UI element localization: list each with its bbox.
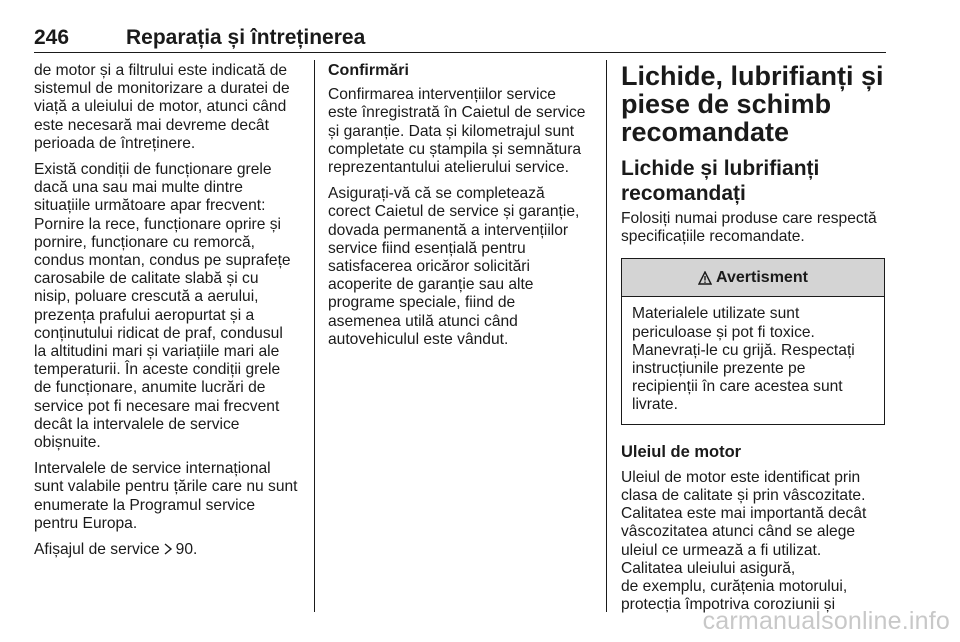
fluids-main-heading: Lichide, lubrifianți și piese de schimb recomandate (621, 61, 884, 147)
paragraph-service-booklet: Asigurați-vă că se completează corect Caietul de service și garanție, dovada permanentă a intervențiilor service fiind esențială pentru satisfacerea oricăror solicitări acoperite de garanție sau alte programe speciale, fiind de asemenea utilă atunci când autovehiculul este vândut. (328, 185, 580, 348)
fluids-intro: Folosiți numai produse care respectă specificațiile recomandate. (621, 210, 877, 246)
watermark: carmanualsonline.info (702, 607, 950, 635)
warning-box (621, 258, 885, 424)
service-display-text: Afișajul de service (34, 541, 160, 559)
column-divider-2 (606, 60, 607, 612)
page-reference-arrow-icon (163, 542, 173, 554)
header-rule (34, 52, 886, 53)
engine-oil-heading: Uleiul de motor (621, 442, 742, 461)
engine-oil-text: Uleiul de motor este identificat prin clasa de calitate și prin vâscozitate. Calitatea este mai importantă decât vâscozitatea atunci când se alege uleiul ce urmează a fi utilizat. Calitatea uleiului asigură, de exemplu, curățenia motorului, protecția împotriva coroziunii și (621, 468, 867, 614)
warning-title: Avertisment (716, 268, 808, 286)
paragraph-oil-change: de motor și a filtrului este indicată de sistemul de monitorizare a duratei de viață a uleiului de motor, atunci când este necesară mai devreme decât perioada de întreținere. (34, 62, 290, 152)
warning-header (622, 259, 884, 297)
page-header (34, 26, 886, 54)
column-2 (328, 62, 596, 357)
paragraph-confirmation-record: Confirmarea intervențiilor service este înregistrată în Caietul de service și garanție. Data și kilometrajul sunt completate cu ștampila și semnătura reprezentantului atelierului service. (328, 86, 586, 177)
service-display-reference (34, 541, 306, 559)
column-3 (621, 62, 891, 622)
page-number: 246 (34, 26, 70, 49)
confirmations-heading: Confirmări (328, 62, 409, 79)
paragraph-severe-conditions: Există condiții de funcționare grele dacă una sau mai multe dintre situațiile următoare apar frecvent: Pornire la rece, funcționare oprire și pornire, funcționare cu remorcă, condus montan, condus pe suprafețe carosabile de calitate slabă și cu nisip, poluare crescută a aerului, prezența prafului aeropurtat și a conținutului ridicat de praf, condusul la altitudini mari și variațiile mari ale temperaturii. În aceste condiții grele de funcționare, anumite lucrări de service pot fi necesare mai frecvent decât la intervalele de service obișnuite. (34, 161, 291, 452)
warning-body: Materialele utilizate sunt periculoase și pot fi toxice. Manevrați-le cu grijă. Respectați instrucțiunile prezente pe recipienții în care acestea sunt livrate. (632, 305, 855, 414)
service-display-page-link[interactable]: 90. (175, 541, 198, 559)
column-divider-1 (314, 60, 315, 612)
section-title: Reparația și întreținerea (126, 26, 366, 49)
warning-triangle-icon (698, 271, 712, 285)
fluids-sub-heading: Lichide și lubrifianți recomandați (621, 157, 820, 205)
column-1 (34, 62, 306, 567)
paragraph-international-intervals: Intervalele de service internațional sunt valabile pentru țările care nu sunt enumerate la Programul service pentru Europa. (34, 460, 298, 532)
